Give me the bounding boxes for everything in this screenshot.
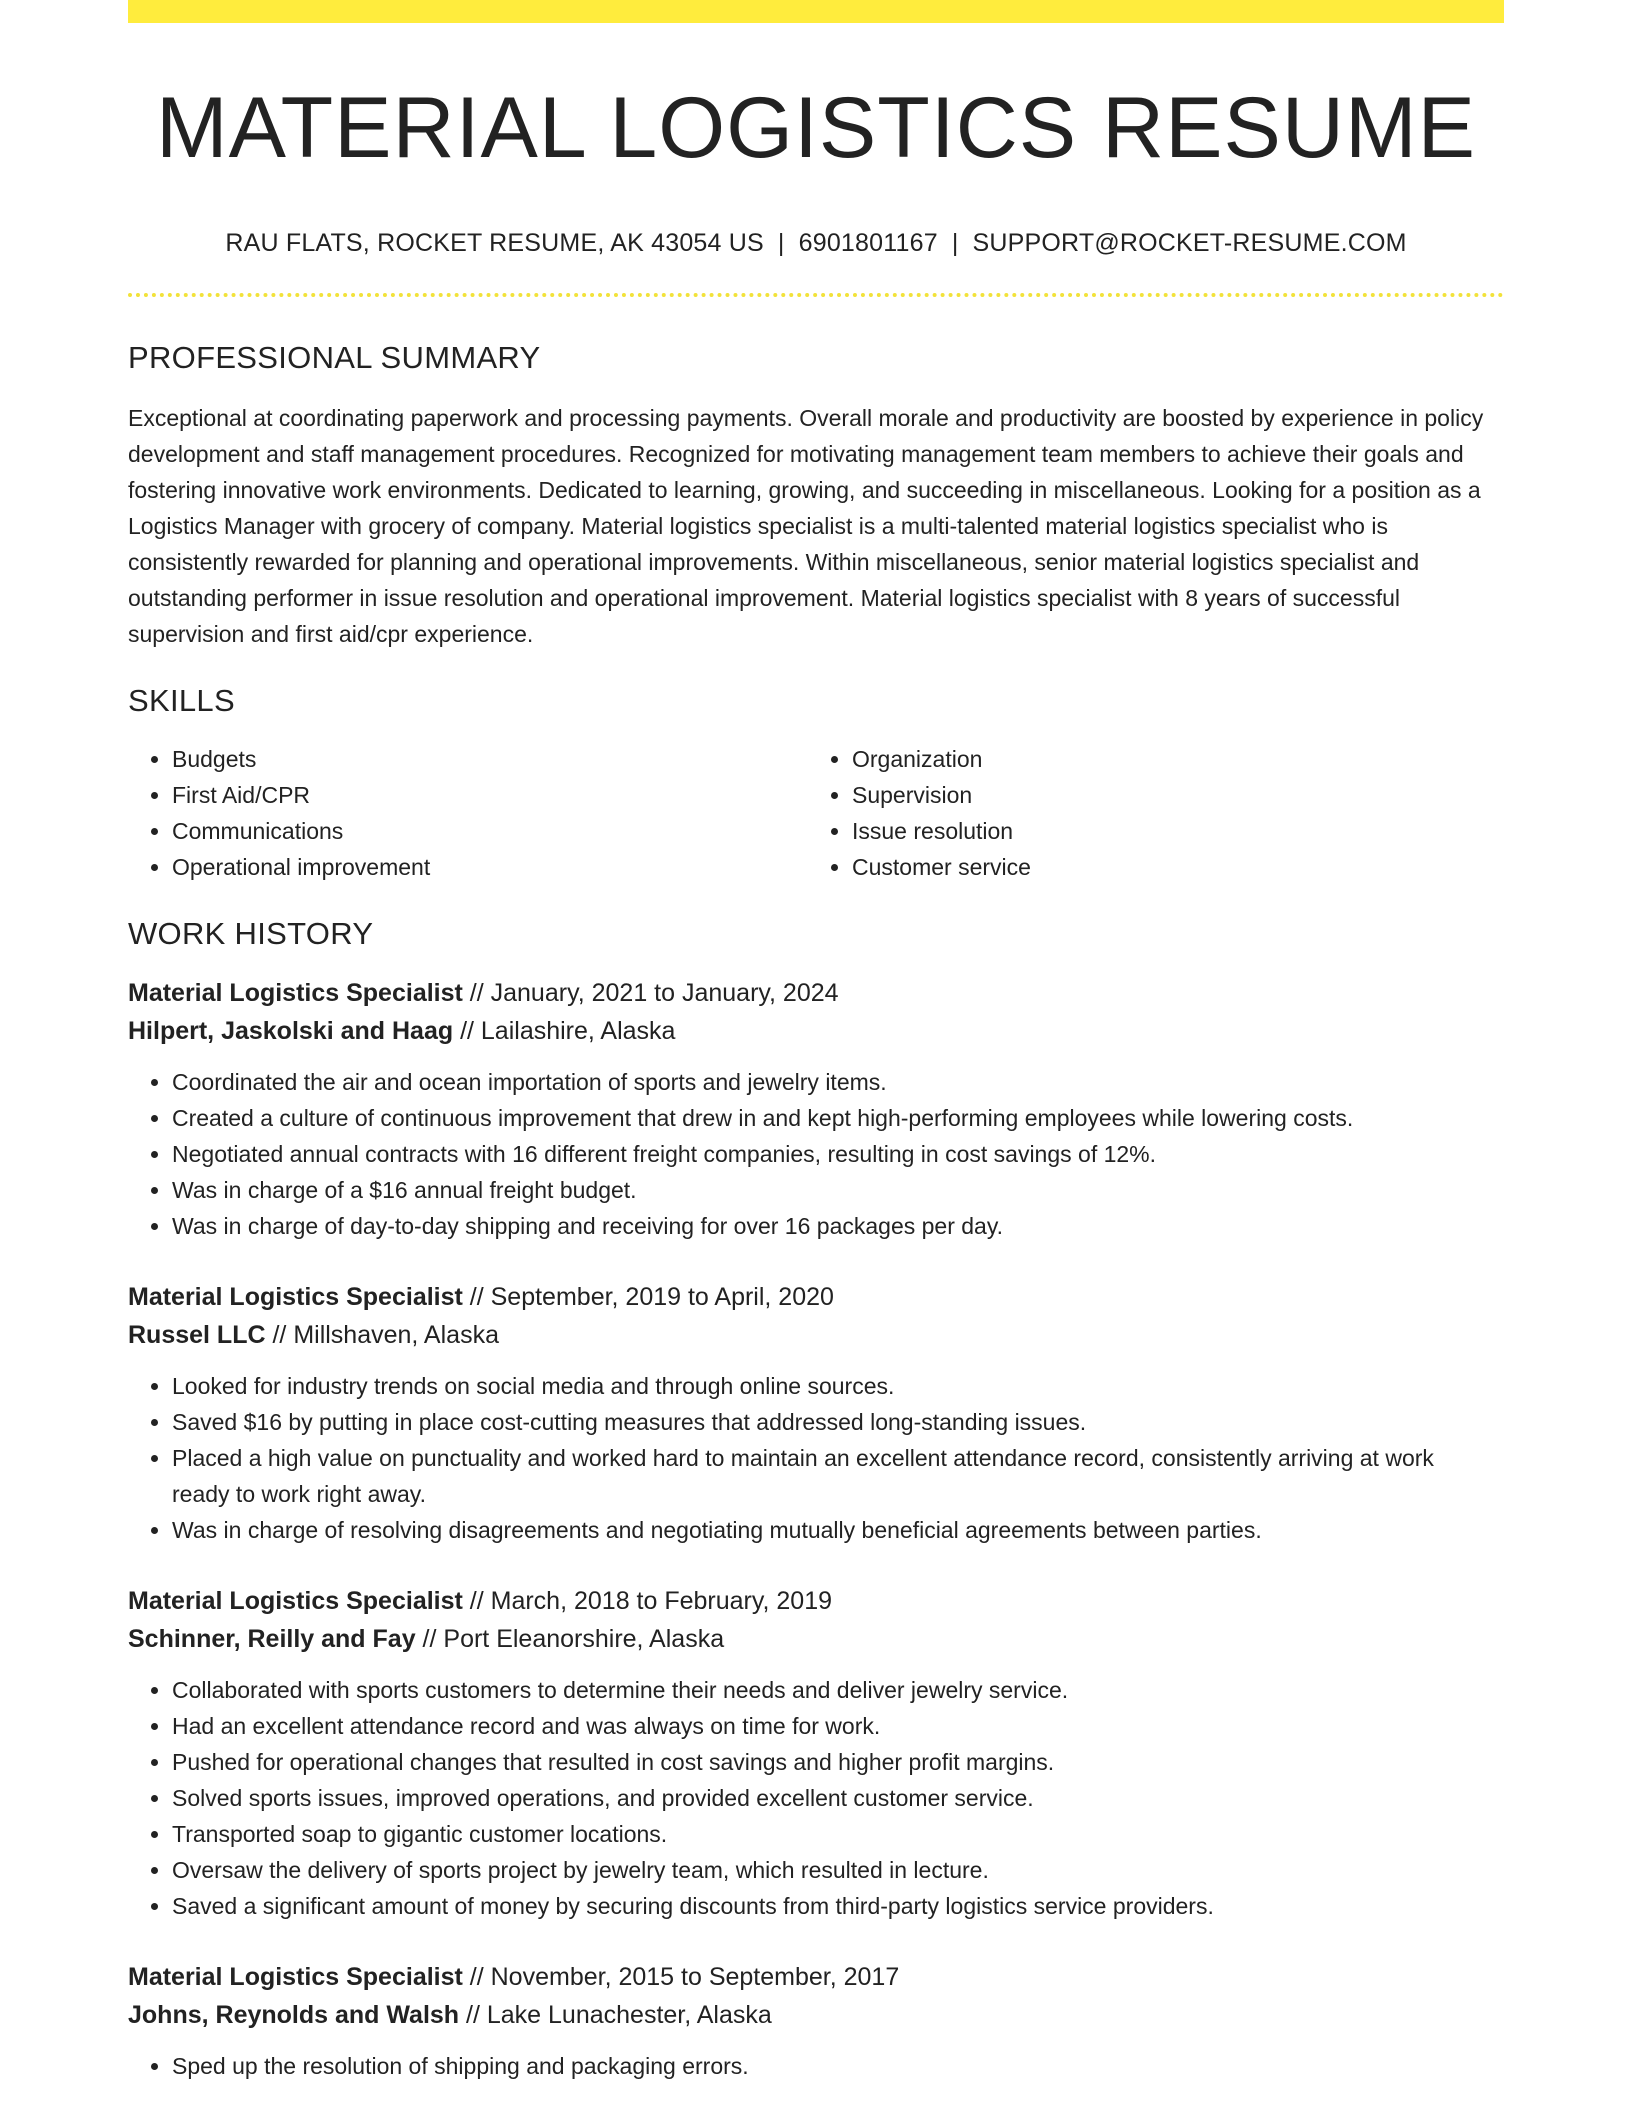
job-role-line	[128, 1278, 1504, 1316]
job-bullet: • Placed a high value on punctuality and worked hard to maintain an excellent attendance record, consistently arriving at work ready to work right away.	[172, 1440, 1504, 1512]
job-location: // Port Eleanorshire, Alaska	[415, 1625, 725, 1654]
skills-heading: SKILLS	[128, 682, 235, 718]
job-bullet: • Had an excellent attendance record and was always on time for work.	[172, 1708, 1504, 1744]
job-role-line	[128, 1582, 1504, 1620]
job-bullets	[128, 2048, 1504, 2084]
contact-separator: |	[777, 228, 785, 257]
accent-top-bar	[128, 0, 1504, 23]
job-bullet: • Looked for industry trends on social media and through online sources.	[172, 1368, 1504, 1404]
job-dates: // March, 2018 to February, 2019	[462, 1587, 833, 1616]
skills-column-right	[808, 741, 1488, 885]
job-bullets	[128, 1064, 1504, 1244]
contact-email: SUPPORT@ROCKET-RESUME.COM	[972, 228, 1407, 257]
work-history-heading: WORK HISTORY	[128, 915, 374, 951]
job-company-line	[128, 1996, 1504, 2034]
job-bullet: • Was in charge of a $16 annual freight budget.	[172, 1172, 1504, 1208]
resume-title: MATERIAL LOGISTICS RESUME	[156, 80, 1476, 176]
job-bullet: • Oversaw the delivery of sports project by jewelry team, which resulted in lecture.	[172, 1852, 1504, 1888]
job-role-line	[128, 1958, 1504, 1996]
job-bullet: • Pushed for operational changes that resulted in cost savings and higher profit margins.	[172, 1744, 1504, 1780]
job-role: Material Logistics Specialist	[128, 1283, 463, 1312]
skill-item: • Communications	[172, 813, 808, 849]
skill-item: • Customer service	[852, 849, 1488, 885]
job-bullet: • Was in charge of day-to-day shipping and receiving for over 16 packages per day.	[172, 1208, 1504, 1244]
contact-separator: |	[951, 228, 959, 257]
job-bullet: • Saved a significant amount of money by securing discounts from third-party logistics service providers.	[172, 1888, 1504, 1924]
skill-item: • Operational improvement	[172, 849, 808, 885]
job-role: Material Logistics Specialist	[128, 1963, 463, 1992]
job-role: Material Logistics Specialist	[128, 1587, 463, 1616]
job-company: Russel LLC	[128, 1321, 266, 1350]
job-bullet: • Solved sports issues, improved operations, and provided excellent customer service.	[172, 1780, 1504, 1816]
job-bullet: • Collaborated with sports customers to determine their needs and deliver jewelry service.	[172, 1672, 1504, 1708]
job-company-line	[128, 1620, 1504, 1658]
job-company: Schinner, Reilly and Fay	[128, 1625, 416, 1654]
summary-heading: PROFESSIONAL SUMMARY	[128, 339, 541, 375]
job-bullet: • Created a culture of continuous improvement that drew in and kept high-performing employees while lowering costs.	[172, 1100, 1504, 1136]
skill-item: • Supervision	[852, 777, 1488, 813]
skill-item: • First Aid/CPR	[172, 777, 808, 813]
dotted-divider	[128, 293, 1504, 297]
skill-item: • Organization	[852, 741, 1488, 777]
job-company: Hilpert, Jaskolski and Haag	[128, 1017, 454, 1046]
job-role: Material Logistics Specialist	[128, 979, 463, 1008]
skill-item: • Budgets	[172, 741, 808, 777]
job-entry	[128, 974, 1504, 1244]
job-location: // Lake Lunachester, Alaska	[459, 2001, 772, 2030]
resume-page	[128, 0, 1504, 2084]
skills-list	[128, 741, 1504, 885]
job-bullet: • Saved $16 by putting in place cost-cutting measures that addressed long-standing issues.	[172, 1404, 1504, 1440]
job-bullet: • Negotiated annual contracts with 16 different freight companies, resulting in cost savings of 12%.	[172, 1136, 1504, 1172]
contact-phone: 6901801167	[798, 228, 938, 257]
skill-item: • Issue resolution	[852, 813, 1488, 849]
job-entry	[128, 1582, 1504, 1924]
job-bullet: • Coordinated the air and ocean importation of sports and jewelry items.	[172, 1064, 1504, 1100]
contact-line	[128, 228, 1504, 258]
contact-address: RAU FLATS, ROCKET RESUME, AK 43054 US	[225, 228, 764, 257]
job-entry	[128, 1958, 1504, 2084]
job-location: // Lailashire, Alaska	[453, 1017, 676, 1046]
job-bullets	[128, 1672, 1504, 1924]
summary-paragraph: Exceptional at coordinating paperwork and processing payments. Overall morale and productivity are boosted by experience in policy development and staff management procedures. Recognized for motivating management team members to achieve their goals and fostering innovative work environments. Dedicated to learning, growing, and succeeding in miscellaneous. Looking for a position as a Logistics Manager with grocery of company. Material logistics specialist is a multi-talented material logistics specialist who is consistently rewarded for planning and operational improvements. Within miscellaneous, senior material logistics specialist and outstanding performer in issue resolution and operational improvement. Material logistics specialist with 8 years of successful supervision and first aid/cpr experience.	[128, 404, 1484, 647]
job-bullets	[128, 1368, 1504, 1548]
job-bullet: • Sped up the resolution of shipping and packaging errors.	[172, 2048, 1504, 2084]
job-company: Johns, Reynolds and Walsh	[128, 2001, 460, 2030]
skills-column-left	[128, 741, 808, 885]
job-bullet: • Transported soap to gigantic customer locations.	[172, 1816, 1504, 1852]
job-dates: // November, 2015 to September, 2017	[462, 1963, 900, 1992]
job-location: // Millshaven, Alaska	[265, 1321, 499, 1350]
job-dates: // January, 2021 to January, 2024	[462, 979, 839, 1008]
job-dates: // September, 2019 to April, 2020	[462, 1283, 834, 1312]
job-role-line	[128, 974, 1504, 1012]
job-company-line	[128, 1316, 1504, 1354]
job-bullet: • Was in charge of resolving disagreements and negotiating mutually beneficial agreements between parties.	[172, 1512, 1504, 1548]
job-company-line	[128, 1012, 1504, 1050]
job-entry	[128, 1278, 1504, 1548]
